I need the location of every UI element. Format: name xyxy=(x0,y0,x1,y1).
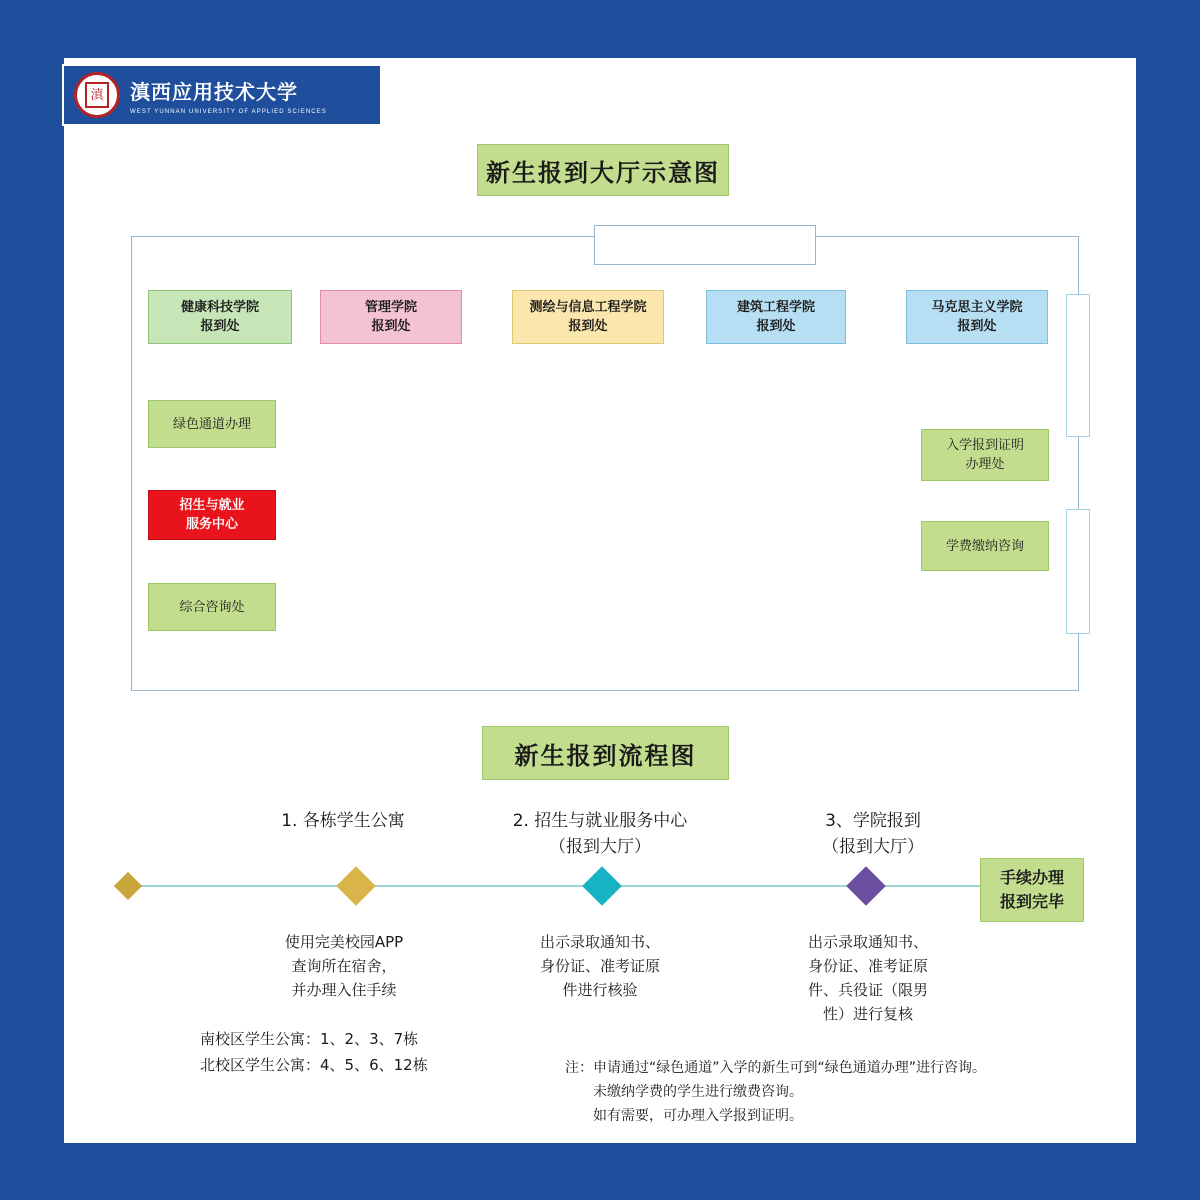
bottom-note xyxy=(565,1056,1095,1128)
hall-side-slot-upper xyxy=(1066,294,1090,437)
flow-step-1-description: 使用完美校园APP 查询所在宿舍， 并办理入住手续 xyxy=(284,933,404,999)
university-seal-icon xyxy=(74,72,120,118)
booth-health-science: 健康科技学院 报到处 xyxy=(148,290,292,344)
booth-tuition-consultation: 学费缴纳咨询 xyxy=(921,521,1049,571)
university-name-cn: 滇西应用技术大学 xyxy=(130,79,298,104)
bottom-note-line-3: 如有需要，可办理入学报到证明。 xyxy=(593,1108,803,1124)
bottom-note-line-1: 注：申请通过“绿色通道”入学的新生可到“绿色通道办理”进行咨询。 xyxy=(565,1060,987,1076)
booth-enrollment-certificate: 入学报到证明 办理处 xyxy=(921,429,1049,481)
flow-step-2-description: 出示录取通知书、 身份证、准考证原 件进行核验 xyxy=(539,933,660,999)
flow-chart-title: 新生报到流程图 xyxy=(482,726,729,780)
booth-green-channel: 绿色通道办理 xyxy=(148,400,276,448)
bottom-note-line-2: 未缴纳学费的学生进行缴费咨询。 xyxy=(593,1084,803,1100)
booth-management: 管理学院 报到处 xyxy=(320,290,462,344)
hall-side-slot-lower xyxy=(1066,509,1090,634)
hall-map-title: 新生报到大厅示意图 xyxy=(477,144,729,196)
flow-final-box: 手续办理 报到完毕 xyxy=(980,858,1084,922)
flow-step-3-heading: 3、学院报到 （报到大厅） xyxy=(822,811,924,857)
flow-step-2-heading: 2. 招生与就业服务中心 （报到大厅） xyxy=(512,811,688,857)
booth-surveying-information: 测绘与信息工程学院 报到处 xyxy=(512,290,664,344)
booth-general-consultation: 综合咨询处 xyxy=(148,583,276,631)
flow-step-3-description: 出示录取通知书、 身份证、准考证原 件、兵役证（限男 性）进行复核 xyxy=(807,933,928,1023)
booth-enrollment-employment-center: 招生与就业 服务中心 xyxy=(148,490,276,540)
university-name-en: WEST YUNNAN UNIVERSITY OF APPLIED SCIENCES xyxy=(130,108,327,115)
university-seal-glyph: 滇 xyxy=(85,82,109,108)
booth-architecture-engineering: 建筑工程学院 报到处 xyxy=(706,290,846,344)
booth-marxism: 马克思主义学院 报到处 xyxy=(906,290,1048,344)
hall-entry-box xyxy=(594,225,816,265)
university-name-block xyxy=(130,76,327,115)
flow-step-1-heading: 1. 各栋学生公寓 xyxy=(281,811,405,831)
university-logo-banner xyxy=(62,64,382,126)
dormitory-note: 南校区学生公寓：1、2、3、7栋 北校区学生公寓：4、5、6、12栋 xyxy=(200,1030,428,1074)
